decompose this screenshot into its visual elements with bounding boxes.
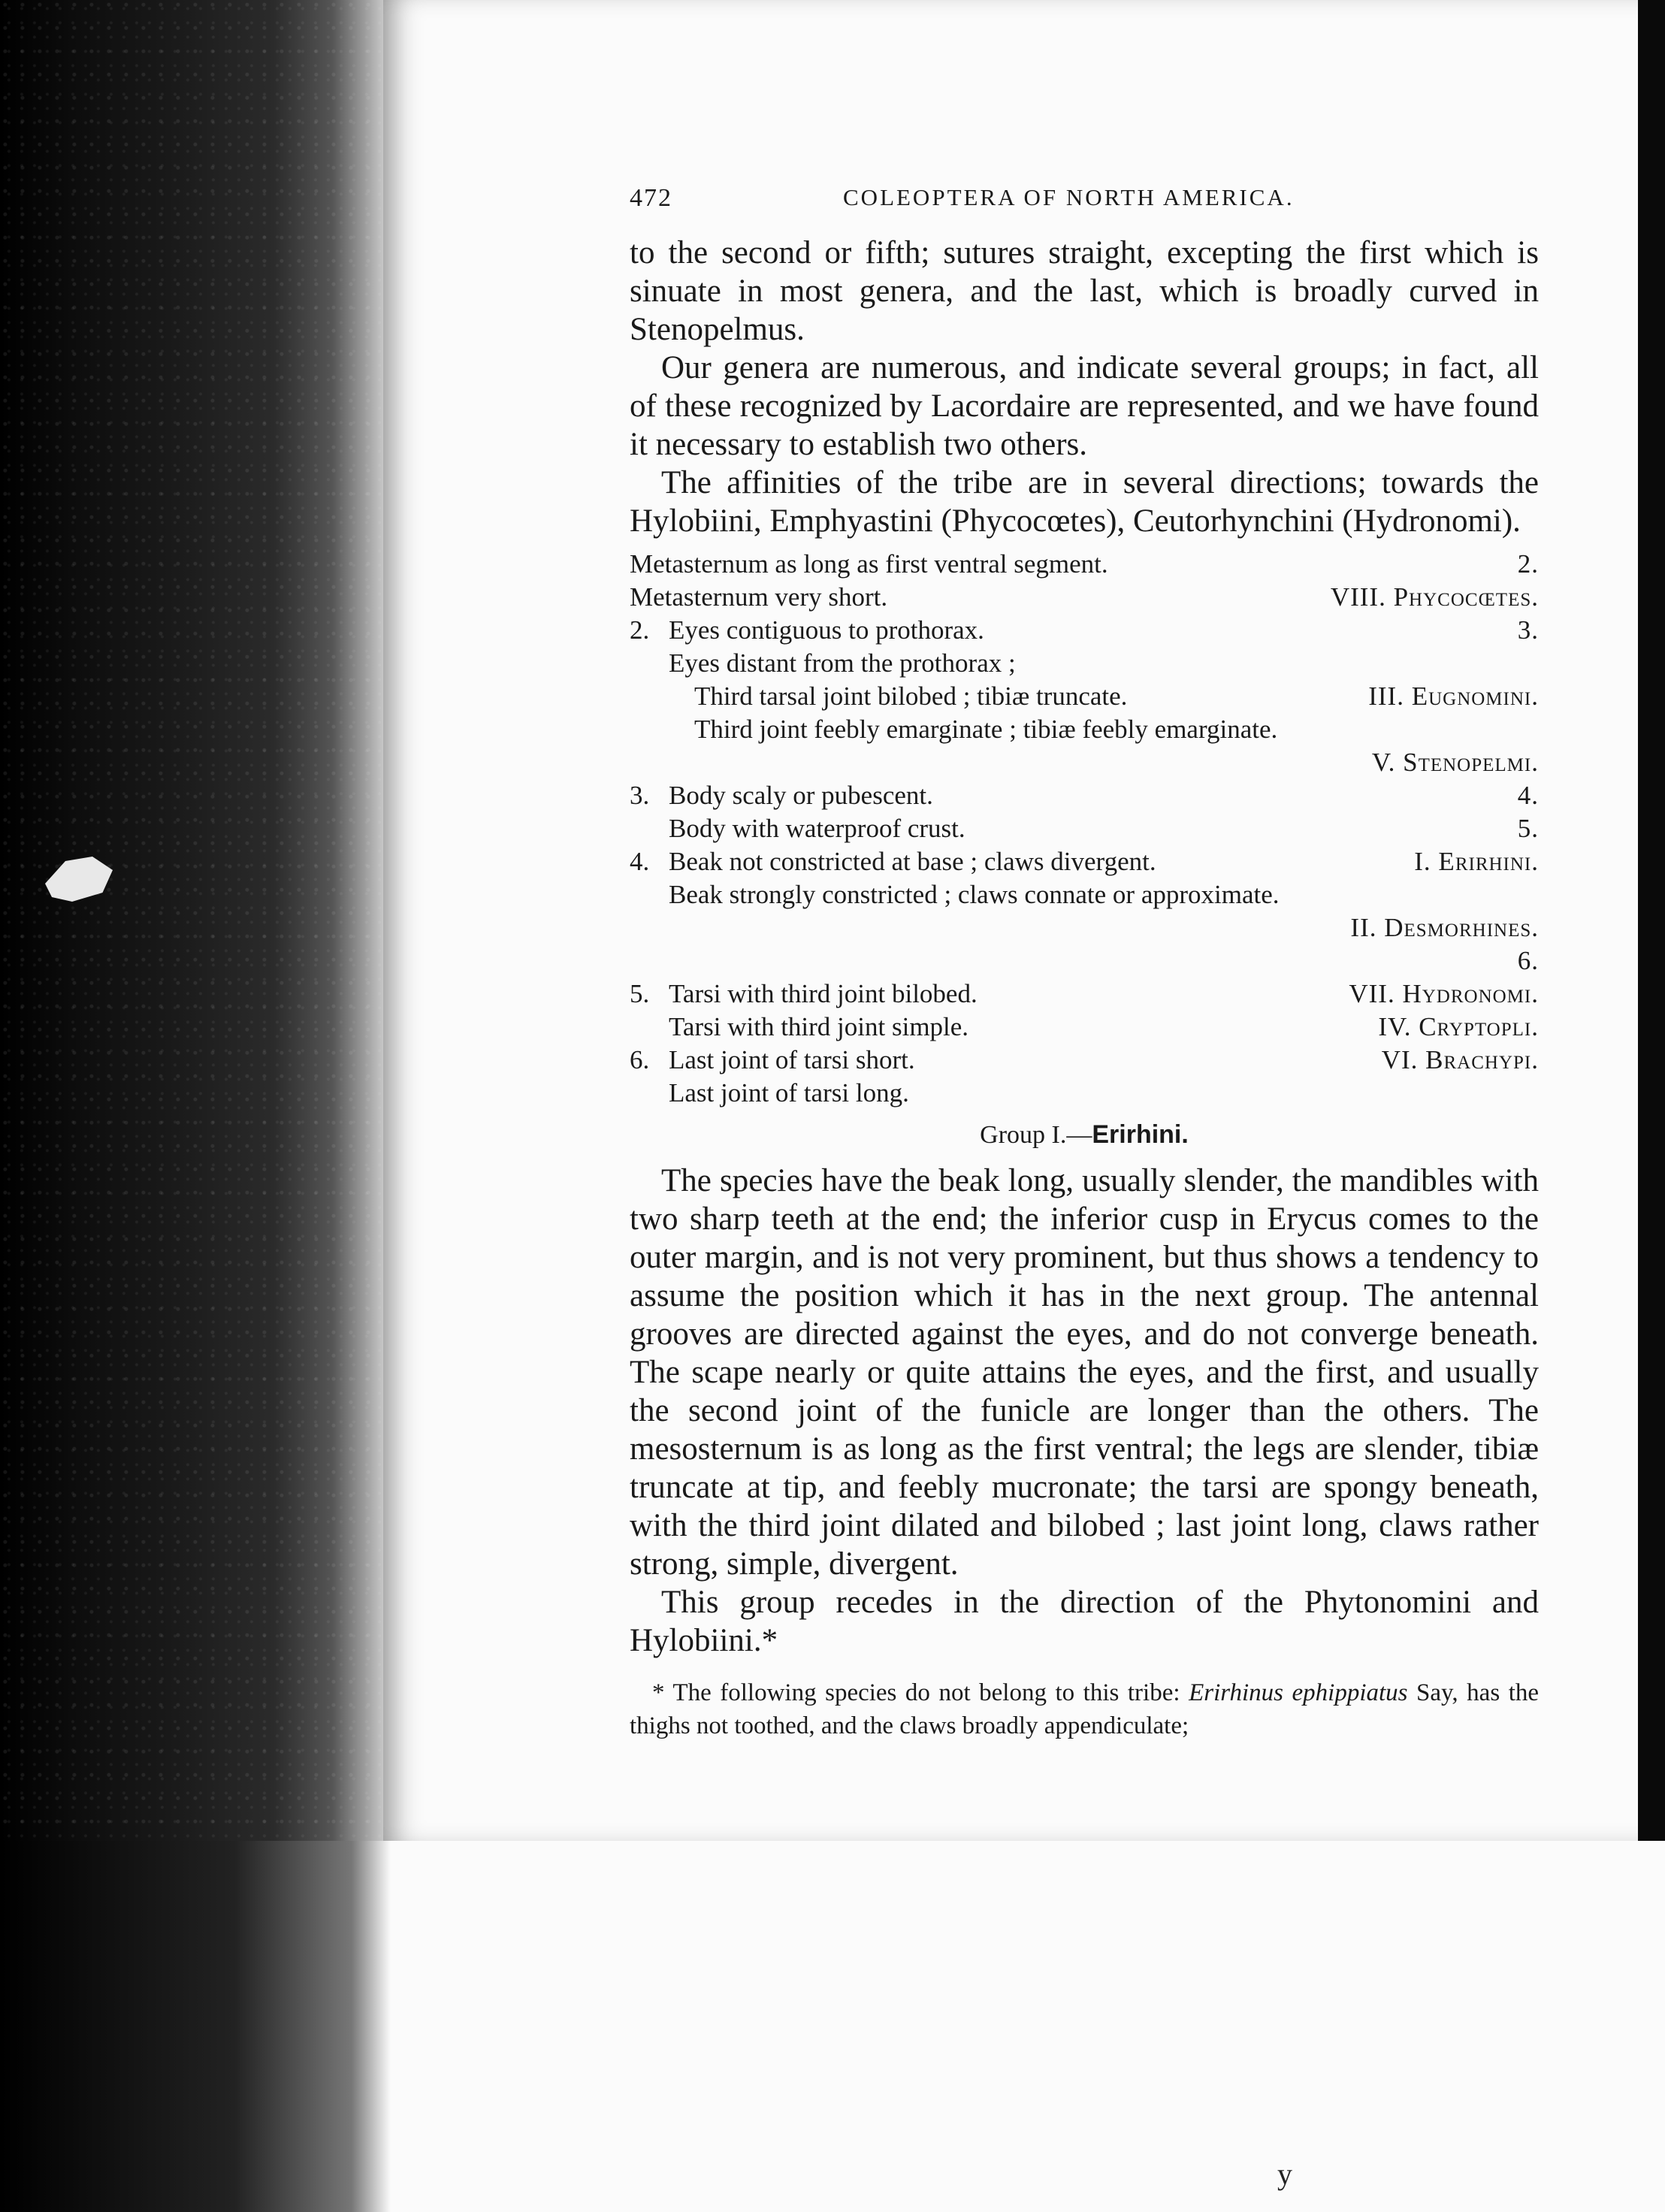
key-result: 6. — [1517, 946, 1539, 975]
key-description: Eyes distant from the prothorax ; — [669, 648, 1016, 678]
key-result: IV. Cryptopli. — [1378, 1012, 1539, 1041]
right-page-gutter — [1638, 0, 1665, 1841]
key-row — [630, 779, 1539, 812]
key-description: Body with waterproof crust. — [669, 814, 965, 843]
key-description: Body scaly or pubescent. — [669, 781, 933, 810]
key-result: 2. — [1517, 549, 1539, 579]
key-description: Third tarsal joint bilobed ; tibiæ truncate. — [694, 681, 1128, 711]
group-heading-name: Erirhini. — [1092, 1120, 1189, 1149]
bottom-ink-mark: y — [1277, 2157, 1292, 2191]
key-row — [630, 1077, 1539, 1110]
key-couplet-number: 5. — [630, 979, 650, 1008]
key-result: 3. — [1517, 615, 1539, 645]
key-row — [630, 1044, 1539, 1077]
group-paragraph: This group recedes in the direction of the Phytonomini and Hylobiini.* — [630, 1585, 1539, 1658]
footnote — [630, 1676, 1539, 1742]
key-result: VIII. Phycocœtes. — [1330, 582, 1539, 612]
key-row — [630, 548, 1539, 581]
key-description: Third joint feebly emarginate ; tibiæ feebly emarginate. — [694, 715, 1278, 744]
footnote-species: Erirhinus ephippiatus — [1189, 1679, 1408, 1706]
page-header — [630, 184, 1539, 229]
key-description: Eyes contiguous to prothorax. — [669, 615, 984, 645]
group-heading-prefix: Group I.— — [980, 1121, 1092, 1149]
group-heading — [630, 1120, 1539, 1150]
key-row — [630, 1011, 1539, 1044]
key-description: Last joint of tarsi short. — [669, 1045, 915, 1074]
key-result: 5. — [1517, 814, 1539, 843]
footnote-lead: * The following species do not belong to this tribe: — [652, 1679, 1180, 1706]
key-row — [630, 845, 1539, 878]
identification-key — [630, 548, 1539, 1110]
group-paragraph: The species have the beak long, usually slender, the mandibles with two sharp teeth at the end; the inferior cusp in Erycus comes to the outer margin, and is not very prominent, but thus shows a tendency to assume the position which it has in the next group. The antennal grooves are directed against the eyes, and do not converge beneath. The scape nearly or quite attains the eyes, and the first, and usually the second joint of the funicle are longer than the others. The mesosternum is as long as the first ventral; the legs are slender, tibiæ truncate at tip, and feebly mucronate; the tarsi are spongy beneath, with the third joint dilated and bilobed ; last joint long, claws rather strong, simple, divergent. — [630, 1163, 1539, 1582]
key-description: Metasternum very short. — [630, 582, 888, 612]
key-row — [630, 614, 1539, 647]
key-row — [630, 812, 1539, 845]
key-description: Beak not constricted at base ; claws divergent. — [669, 847, 1156, 876]
key-result: VII. Hydronomi. — [1349, 979, 1539, 1008]
key-description: Tarsi with third joint simple. — [669, 1012, 969, 1041]
key-result: III. Eugnomini. — [1368, 681, 1539, 711]
key-row — [630, 713, 1539, 746]
footnote-rest: Say, has the thighs not toothed, and the claws broadly appendiculate; — [630, 1679, 1540, 1739]
key-row — [630, 680, 1539, 713]
book-edge-bottom — [0, 1841, 391, 2212]
key-row — [630, 911, 1539, 944]
key-row — [630, 878, 1539, 911]
intro-paragraph: to the second or fifth; sutures straight, excepting the first which is sinuate in most genera, and the last, which is broadly curved in Stenopelmus. — [630, 235, 1539, 347]
key-result: 4. — [1517, 781, 1539, 810]
key-couplet-number: 3. — [630, 781, 650, 810]
key-row — [630, 647, 1539, 680]
intro-text — [630, 234, 1539, 540]
key-description: Last joint of tarsi long. — [669, 1078, 909, 1108]
key-row — [630, 581, 1539, 614]
key-description: Metasternum as long as first ventral segment. — [630, 549, 1108, 579]
key-couplet-number: 2. — [630, 615, 650, 645]
key-row — [630, 746, 1539, 779]
key-result: V. Stenopelmi. — [1371, 748, 1539, 777]
key-result: II. Desmorhines. — [1350, 913, 1539, 942]
key-row — [630, 978, 1539, 1011]
key-couplet-number: 4. — [630, 847, 650, 876]
page-number: 472 — [630, 184, 672, 212]
intro-paragraph: Our genera are numerous, and indicate several groups; in fact, all of these recognized by Lacordaire are represented, and we have found it necessary to establish two others. — [630, 350, 1539, 462]
key-result: VI. Brachypi. — [1381, 1045, 1539, 1074]
key-row — [630, 944, 1539, 978]
intro-paragraph: The affinities of the tribe are in several directions; towards the Hylobiini, Emphyastini (Phycocœtes), Ceutorhynchini (Hydronomi). — [630, 465, 1539, 539]
key-description: Beak strongly constricted ; claws connate or approximate. — [669, 880, 1280, 909]
key-couplet-number: 6. — [630, 1045, 650, 1074]
key-description: Tarsi with third joint bilobed. — [669, 979, 978, 1008]
page-content — [630, 184, 1539, 1767]
key-result: I. Erirhini. — [1414, 847, 1539, 876]
group-text — [630, 1162, 1539, 1660]
running-title: COLEOPTERA OF NORTH AMERICA. — [843, 184, 1295, 210]
